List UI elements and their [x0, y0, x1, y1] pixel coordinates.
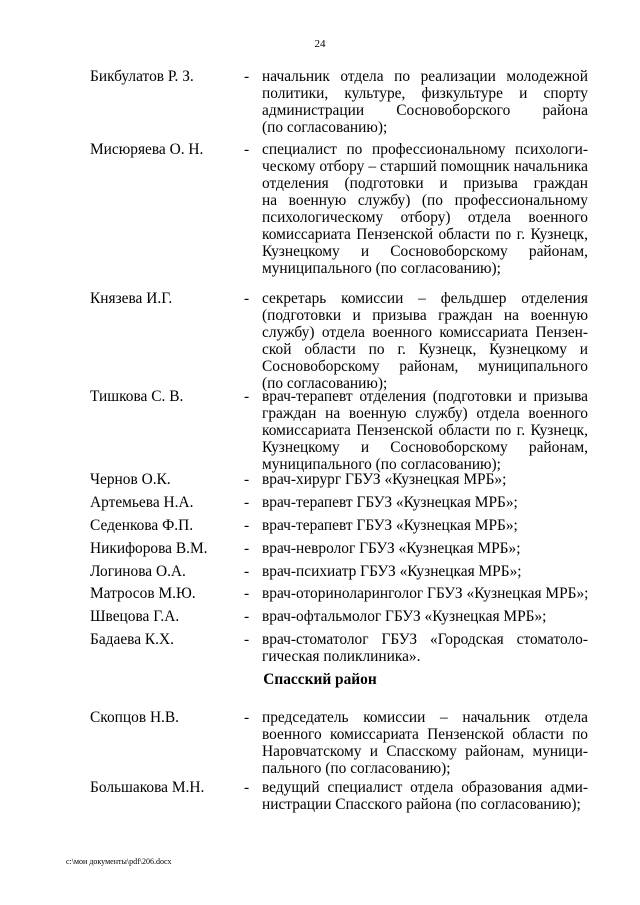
- member-name: Бикбулатов Р. З.: [90, 68, 194, 85]
- list-dash: -: [244, 563, 250, 580]
- list-dash: -: [244, 290, 250, 307]
- member-position: [262, 141, 588, 277]
- position-line: врач-психиатр ГБУЗ «Кузнецкая МРБ»;: [262, 563, 522, 580]
- section-title: Спасский район: [263, 671, 377, 688]
- position-line: комиссариата Пензенской области по г. Кузнецк,: [262, 226, 588, 243]
- member-name: Мисюряева О. Н.: [90, 141, 204, 158]
- file-path-footer: c:\мои документы\pdf\206.docx: [66, 857, 172, 866]
- position-line: начальник отдела по реализации молодежной: [262, 68, 588, 85]
- position-line: секретарь комиссии – фельдшер отделения: [262, 290, 588, 307]
- position-line: Сосновоборскому районам, муниципального: [262, 358, 588, 375]
- member-name: Большакова М.Н.: [90, 779, 205, 796]
- position-line: врач-офтальмолог ГБУЗ «Кузнецкая МРБ»;: [262, 608, 547, 625]
- position-line: на военную службу) (по профессиональному: [262, 192, 588, 209]
- member-name: Чернов О.К.: [90, 471, 171, 488]
- list-dash: -: [244, 471, 250, 488]
- member-position: [262, 585, 588, 602]
- position-line: специалист по профессиональному психологи-: [262, 141, 588, 158]
- member-position: [262, 709, 588, 777]
- member-position: [262, 563, 588, 580]
- list-dash: -: [244, 709, 250, 726]
- member-name: Никифорова В.М.: [90, 540, 208, 557]
- position-line: (подготовки и призыва граждан на военную: [262, 307, 588, 324]
- list-dash: -: [244, 388, 250, 405]
- member-position: [262, 494, 588, 511]
- position-line: председатель комиссии – начальник отдела: [262, 709, 588, 726]
- list-dash: -: [244, 141, 250, 158]
- position-line: граждан на военную службу) отдела военного: [262, 405, 588, 422]
- position-line: психологическому отбору) отдела военного: [262, 209, 588, 226]
- member-position: [262, 517, 588, 534]
- position-line: врач-невролог ГБУЗ «Кузнецкая МРБ»;: [262, 540, 521, 557]
- position-line: нистрации Спасского района (по согласованию);: [262, 796, 581, 813]
- position-line: администрации Сосновоборского района: [262, 102, 588, 119]
- position-line: врач-оториноларинголог ГБУЗ «Кузнецкая МРБ»;: [262, 585, 589, 602]
- position-line: службу) отдела военного комиссариата Пензен-: [262, 324, 588, 341]
- member-name: Артемьева Н.А.: [90, 494, 194, 511]
- position-line: военного комиссариата Пензенской области по: [262, 726, 588, 743]
- list-dash: -: [244, 585, 250, 602]
- position-line: врач-стоматолог ГБУЗ «Городская стоматоло-: [262, 631, 588, 648]
- position-line: (по согласованию);: [262, 119, 388, 136]
- member-name: Скопцов Н.В.: [90, 709, 180, 726]
- position-line: ской области по г. Кузнецк, Кузнецкому и: [262, 341, 588, 358]
- member-name: Тишкова С. В.: [90, 388, 184, 405]
- position-line: Кузнецкому и Сосновоборскому районам,: [262, 439, 588, 456]
- list-dash: -: [244, 494, 250, 511]
- member-position: [262, 608, 588, 625]
- position-line: (по согласованию);: [262, 375, 388, 392]
- position-line: политики, культуре, физкультуре и спорту: [262, 85, 588, 102]
- member-position: [262, 631, 588, 665]
- member-name: Швецова Г.А.: [90, 608, 180, 625]
- list-dash: -: [244, 631, 250, 648]
- position-line: пального (по согласованию);: [262, 760, 451, 777]
- position-line: отделения (подготовки и призыва граждан: [262, 175, 588, 192]
- member-position: [262, 540, 588, 557]
- member-position: [262, 779, 588, 813]
- position-line: Наровчатскому и Спасскому районам, муници-: [262, 743, 588, 760]
- position-line: врач-терапевт ГБУЗ «Кузнецкая МРБ»;: [262, 494, 518, 511]
- page-number: 24: [314, 38, 326, 50]
- list-dash: -: [244, 779, 250, 796]
- position-line: ческому отбору – старший помощник начальника: [262, 158, 588, 175]
- position-line: врач-хирург ГБУЗ «Кузнецкая МРБ»;: [262, 471, 507, 488]
- member-position: [262, 388, 588, 473]
- list-dash: -: [244, 517, 250, 534]
- list-dash: -: [244, 608, 250, 625]
- position-line: врач-терапевт ГБУЗ «Кузнецкая МРБ»;: [262, 517, 518, 534]
- position-line: врач-терапевт отделения (подготовки и призыва: [262, 388, 588, 405]
- position-line: муниципального (по согласованию);: [262, 456, 501, 473]
- position-line: муниципального (по согласованию);: [262, 260, 501, 277]
- list-dash: -: [244, 68, 250, 85]
- member-name: Матросов М.Ю.: [90, 585, 196, 602]
- member-name: Князева И.Г.: [90, 290, 173, 307]
- position-line: гическая поликлиника».: [262, 648, 421, 665]
- position-line: ведущий специалист отдела образования адми-: [262, 779, 588, 796]
- position-line: Кузнецкому и Сосновоборскому районам,: [262, 243, 588, 260]
- member-position: [262, 290, 588, 392]
- member-name: Логинова О.А.: [90, 563, 186, 580]
- member-name: Бадаева К.Х.: [90, 631, 174, 648]
- member-name: Седенкова Ф.П.: [90, 517, 194, 534]
- position-line: комиссариата Пензенской области по г. Кузнецк,: [262, 422, 588, 439]
- member-position: [262, 68, 588, 136]
- list-dash: -: [244, 540, 250, 557]
- member-position: [262, 471, 588, 488]
